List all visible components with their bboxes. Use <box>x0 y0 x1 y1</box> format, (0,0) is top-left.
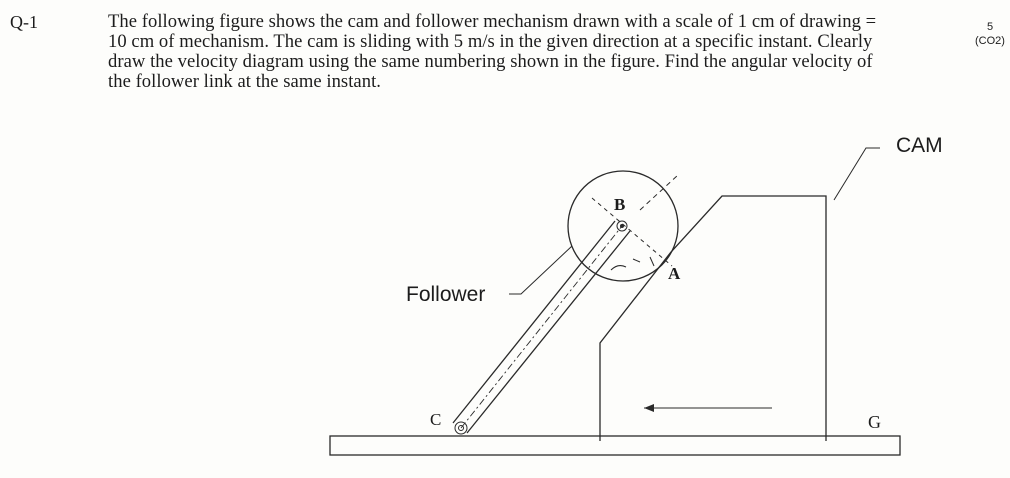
follower-label: Follower <box>406 283 486 306</box>
question-line: The following figure shows the cam and follower mechanism drawn with a scale of 1 cm of drawing = <box>108 11 877 32</box>
ground-base <box>330 436 900 455</box>
cam-velocity-arrowhead <box>644 404 654 412</box>
marks-value: 5 <box>986 21 994 33</box>
point-a-label: A <box>668 264 681 283</box>
course-outcome: (CO2) <box>975 35 1005 47</box>
contact-mark <box>633 259 640 262</box>
contact-mark <box>611 266 626 270</box>
question-line: the follower link at the same instant. <box>108 71 381 92</box>
question-line: draw the velocity diagram using the same numbering shown in the figure. Find the angular velocity of <box>108 51 873 72</box>
normal-line <box>592 198 672 266</box>
point-c-label: C <box>430 410 442 429</box>
point-g-label: G <box>868 412 881 432</box>
cam-leader <box>834 148 880 200</box>
question-number: Q-1 <box>10 12 38 32</box>
follower-link-edge <box>467 231 630 433</box>
point-b-label: B <box>614 195 626 214</box>
pin-b-inner <box>620 224 624 228</box>
follower-link-edge <box>453 221 615 423</box>
follower-centre-line <box>461 226 622 428</box>
tangent-line <box>640 175 678 210</box>
contact-mark <box>650 257 654 266</box>
cam-label: CAM <box>896 134 943 157</box>
cam-body <box>600 196 826 441</box>
question-line: 10 cm of mechanism. The cam is sliding with 5 m/s in the given direction at a specific instant. Clearly <box>108 31 873 52</box>
